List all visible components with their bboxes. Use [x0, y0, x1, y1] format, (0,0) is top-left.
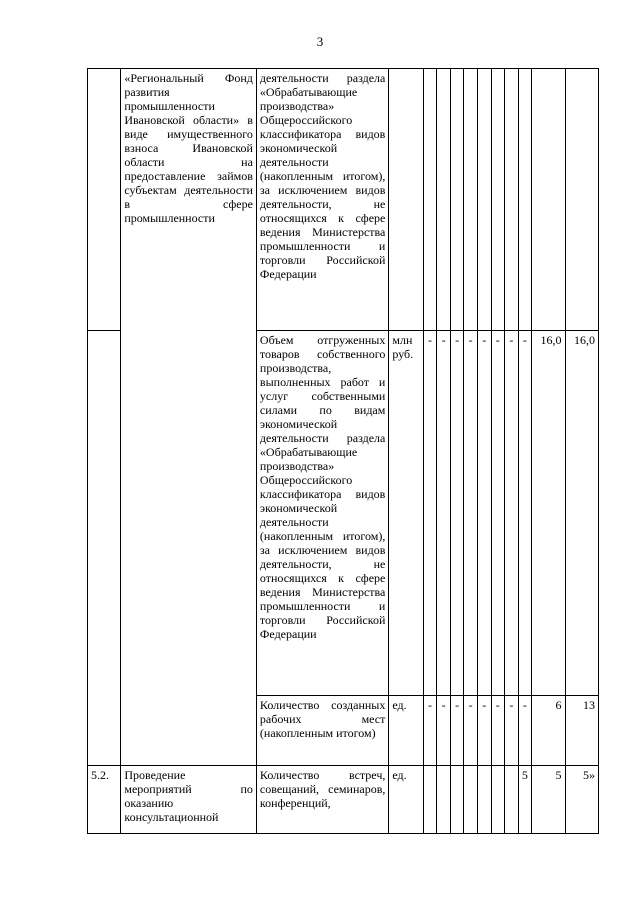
value-cell: -: [518, 696, 532, 766]
table-row: [88, 69, 599, 331]
indicator-cell: Количество встреч, совещаний, семинаров, конференций,: [256, 766, 388, 834]
unit-cell: млн руб.: [389, 331, 423, 696]
program-table: [87, 68, 599, 834]
value-cell: -: [450, 696, 464, 766]
number-cell: [88, 331, 121, 766]
number-cell: [88, 69, 121, 331]
value-cell: 5: [532, 766, 565, 834]
value-cell: -: [518, 331, 532, 696]
value-cell: 5: [518, 766, 532, 834]
value-cell: 6: [532, 696, 565, 766]
value-cell: 5»: [565, 766, 599, 834]
value-cell: 13: [565, 696, 599, 766]
number-cell: 5.2.: [88, 766, 121, 834]
value-cell: -: [477, 696, 491, 766]
value-cell: 16,0: [532, 331, 565, 696]
unit-cell: ед.: [389, 696, 423, 766]
value-cell: -: [505, 696, 519, 766]
value-cell: -: [437, 696, 451, 766]
value-cell: -: [505, 331, 519, 696]
indicator-cell: Объем отгруженных товаров собственного производства, выполненных работ и услуг собственными силами по видам экономической деятельности раздела «Обрабатывающие производства» Общероссийского классификатора видов экономической деятельности (накопленным итогом), за исключением видов деятельности, не относящихся к сфере ведения Министерства промышленности и торговли Российской Федерации: [256, 331, 388, 696]
unit-cell: ед.: [389, 766, 423, 834]
value-cell: -: [491, 331, 505, 696]
value-cell: -: [464, 331, 478, 696]
value-cell: -: [423, 696, 437, 766]
activity-name-cell: «Региональный Фонд развития промышленности Ивановской области» в виде имущественного взноса Ивановской области на предоставление займов субъектам деятельности в сфере промышленности: [121, 69, 257, 766]
value-cell: -: [450, 331, 464, 696]
value-cell: -: [464, 696, 478, 766]
value-cell: -: [437, 331, 451, 696]
activity-name-cell: Проведение мероприятий по оказанию консультационной: [121, 766, 257, 834]
value-cell: -: [423, 331, 437, 696]
table-row: [88, 766, 599, 834]
value-cell: 16,0: [565, 331, 599, 696]
indicator-cell: Количество созданных рабочих мест (накопленным итогом): [256, 696, 388, 766]
indicator-cell: деятельности раздела «Обрабатывающие производства» Общероссийского классификатора видов экономической деятельности (накопленным итогом), за исключением видов деятельности, не относящихся к сфере ведения Министерства промышленности и торговли Российской Федерации: [256, 69, 388, 331]
value-cell: -: [477, 331, 491, 696]
page-number: 3: [316, 34, 324, 49]
value-cell: -: [491, 696, 505, 766]
